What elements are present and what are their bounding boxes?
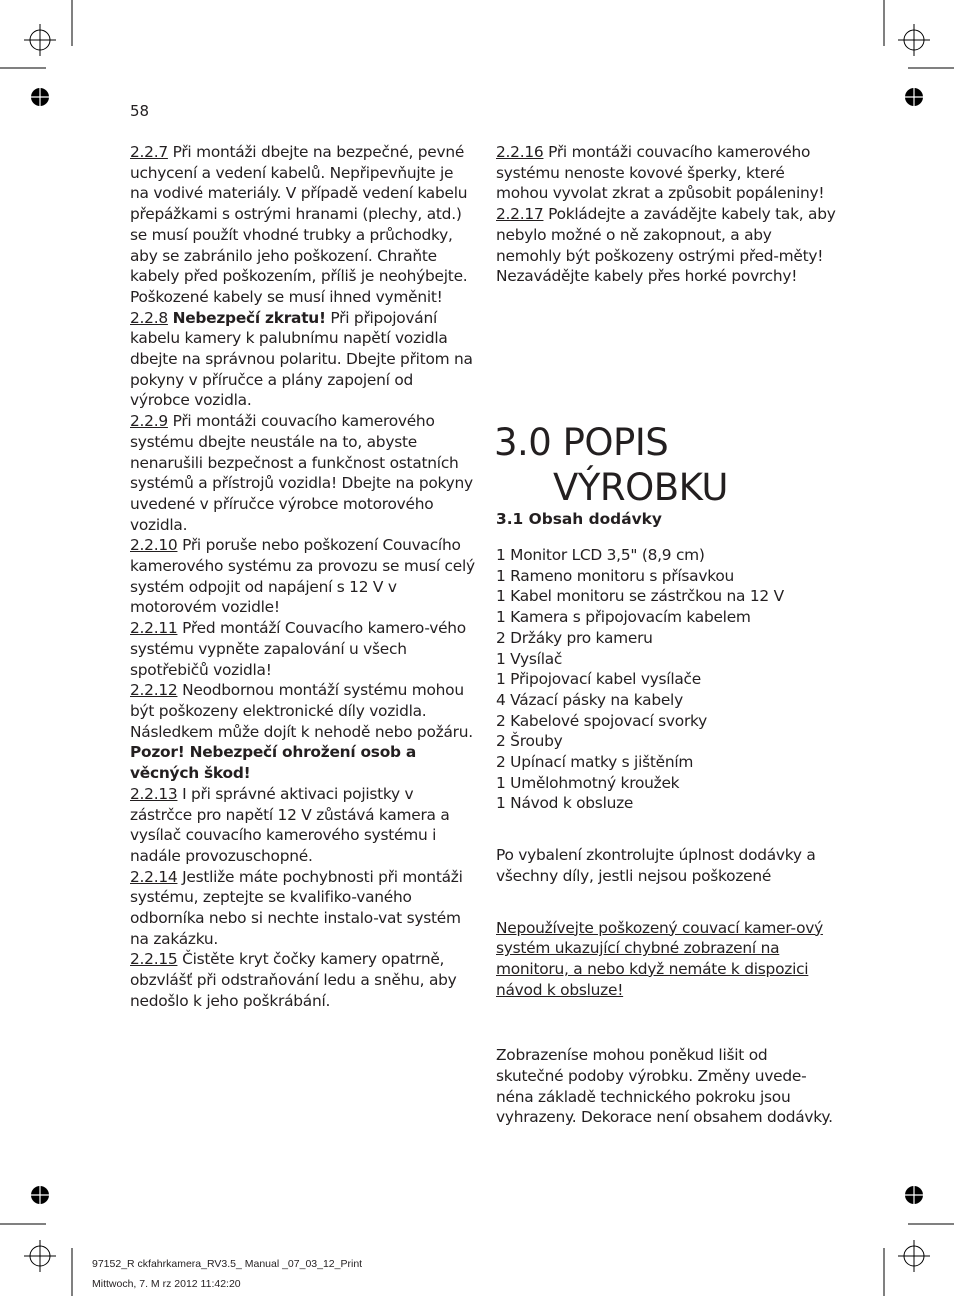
note-number: 2.2.13 <box>130 784 178 803</box>
subsection-title: 3.1 Obsah dodávky <box>496 510 662 528</box>
disclaimer: Zobrazeníse mohou poněkud lišit od skutečné podoby výrobku. Změny uvede-néna základě technického pokroku jsou vyhrazeny. Dekorace není obsahem dodávky. <box>496 1046 833 1127</box>
note-number: 2.2.14 <box>130 867 178 886</box>
note-text: Při připojování kabelu kamery k palubnímu napětí vozidla dbejte na správnou polaritu. Dbejte přitom na pokyny v příručce a plány zapojení od výrobce vozidla. <box>130 308 473 410</box>
safety-note <box>496 204 836 287</box>
note-number: 2.2.17 <box>496 205 544 224</box>
safety-note <box>130 535 475 618</box>
note-text: I při správné aktivaci pojistky v zástrčce pro napětí 12 V zůstává kamera a vysílač couvacího kamerového systému i nadále provozuschopné. <box>130 784 450 865</box>
safety-note <box>130 142 475 308</box>
note-text: Pokládejte a zavádějte kabely tak, aby nebylo možné o ně zakopnout, a aby nemohly být poškozeny ostrými před-měty! Nezavádějte kabely přes horké povrchy! <box>496 205 836 286</box>
delivery-item: 2 Kabelové spojovací svorky <box>496 711 707 730</box>
note-text: Před montáží Couvacího kamero-vého systému vypněte zapalování u všech spotřebičů vozidla! <box>130 619 466 679</box>
right-column-safety-notes <box>496 142 836 287</box>
note-number: 2.2.16 <box>496 143 544 161</box>
left-column-safety-notes <box>130 142 475 1012</box>
registration-mark-bottom-left <box>24 1240 56 1272</box>
delivery-item: 2 Šrouby <box>496 732 563 751</box>
note-number: 2.2.9 <box>130 412 168 431</box>
note-emphasis: Nebezpečí zkratu! <box>172 308 326 327</box>
note-text: Neodbornou montáží systému mohou být poškozeny elektronické díly vozidla. Následkem může dojít k nehodě nebo požáru. <box>130 681 473 741</box>
safety-note <box>130 308 475 412</box>
delivery-item: 1 Kabel monitoru se zástrčkou na 12 V <box>496 587 784 606</box>
delivery-item: 1 Rameno monitoru s přísavkou <box>496 566 734 585</box>
note-number: 2.2.8 <box>130 308 168 327</box>
delivery-item: 2 Držáky pro kameru <box>496 628 653 647</box>
note-text: Čistěte kryt čočky kamery opatrně, obzvlášť při odstraňování ledu a sněhu, aby nedošlo k jeho poškrábání. <box>130 950 457 1010</box>
delivery-item: 1 Monitor LCD 3,5" (8,9 cm) <box>496 546 705 564</box>
page-number: 58 <box>130 102 150 120</box>
footer-file-info: 97152_R ckfahrkamera_RV3.5_ Manual _07_03_12_Print <box>92 1258 363 1270</box>
note-number: 2.2.10 <box>130 536 178 555</box>
note-number: 2.2.7 <box>130 143 168 161</box>
check-note: Po vybalení zkontrolujte úplnost dodávky a všechny díly, jestli nejsou poškozené <box>496 846 816 885</box>
safety-note <box>130 949 475 1011</box>
delivery-contents <box>496 545 836 1128</box>
safety-note <box>130 618 475 680</box>
delivery-item: 1 Kamera s připojovacím kabelem <box>496 608 751 627</box>
safety-note <box>130 867 475 950</box>
safety-note <box>130 411 475 535</box>
delivery-item: 2 Upínací matky s jištěním <box>496 753 694 772</box>
delivery-item: 1 Vysílač <box>496 649 563 668</box>
delivery-item: 1 Připojovací kabel vysílače <box>496 670 701 689</box>
footer-timestamp: Mittwoch, 7. M rz 2012 11:42:20 <box>92 1278 241 1290</box>
note-number: 2.2.11 <box>130 619 178 638</box>
safety-note <box>130 784 475 867</box>
note-text: Při montáži couvacího kamerového systému dbejte neustále na to, abyste nenarušili bezpečnost a funkčnost ostatních systémů a přístrojů vozidla! Dbejte na pokyny uvedené v příručce výrobce motorového vozidla. <box>130 412 473 534</box>
delivery-item: 1 Návod k obsluze <box>496 794 634 813</box>
note-text: Při poruše nebo poškození Couvacího kamerového systému za provozu se musí celý systém odpojit od napájení s 12 V v motorovém vozidle! <box>130 536 475 617</box>
note-number: 2.2.15 <box>130 950 178 969</box>
delivery-items-list <box>496 545 836 814</box>
safety-note <box>496 142 836 204</box>
section-title-line2: VÝROBKU <box>553 465 728 509</box>
note-emphasis: Pozor! Nebezpečí ohrožení osob a věcných škod! <box>130 743 417 783</box>
safety-note <box>130 680 475 784</box>
note-text: Jestliže máte pochybnosti při montáži systému, zeptejte se kvalifiko-vaného odborníka nebo si nechte instalo-vat systém na zakázku. <box>130 867 463 948</box>
note-text: Při montáži couvacího kamerového systému nenoste kovové šperky, které mohou vyvolat zkrat a způsobit popáleniny! <box>496 143 825 203</box>
registration-mark-bottom-right <box>898 1240 930 1272</box>
note-text: Při montáži dbejte na bezpečné, pevné uchycení a vedení kabelů. Nepřipevňujte je na vodivé materiály. V případě vedení kabelu přepážkami s ostrými hranami (plechy, atd.) se musí použít vhodné trubky a průchodky, aby se zabránilo jeho poškození. Chraňte kabely před poškozením, příliš je neohýbejte. Poškozené kabely se musí ihned vyměnit! <box>130 143 468 306</box>
warning-note: Nepoužívejte poškozený couvací kamer-ový systém ukazující chybné zobrazení na monitoru, a nebo když nemáte k dispozici návod k obsluze! <box>496 918 823 999</box>
delivery-item: 1 Umělohmotný kroužek <box>496 773 680 792</box>
registration-mark-top-left <box>24 24 56 56</box>
section-title <box>494 420 728 510</box>
delivery-item: 4 Vázací pásky na kabely <box>496 690 683 709</box>
section-title-line1: 3.0 POPIS <box>494 420 669 464</box>
note-number: 2.2.12 <box>130 681 178 700</box>
registration-mark-top-right <box>898 24 930 56</box>
